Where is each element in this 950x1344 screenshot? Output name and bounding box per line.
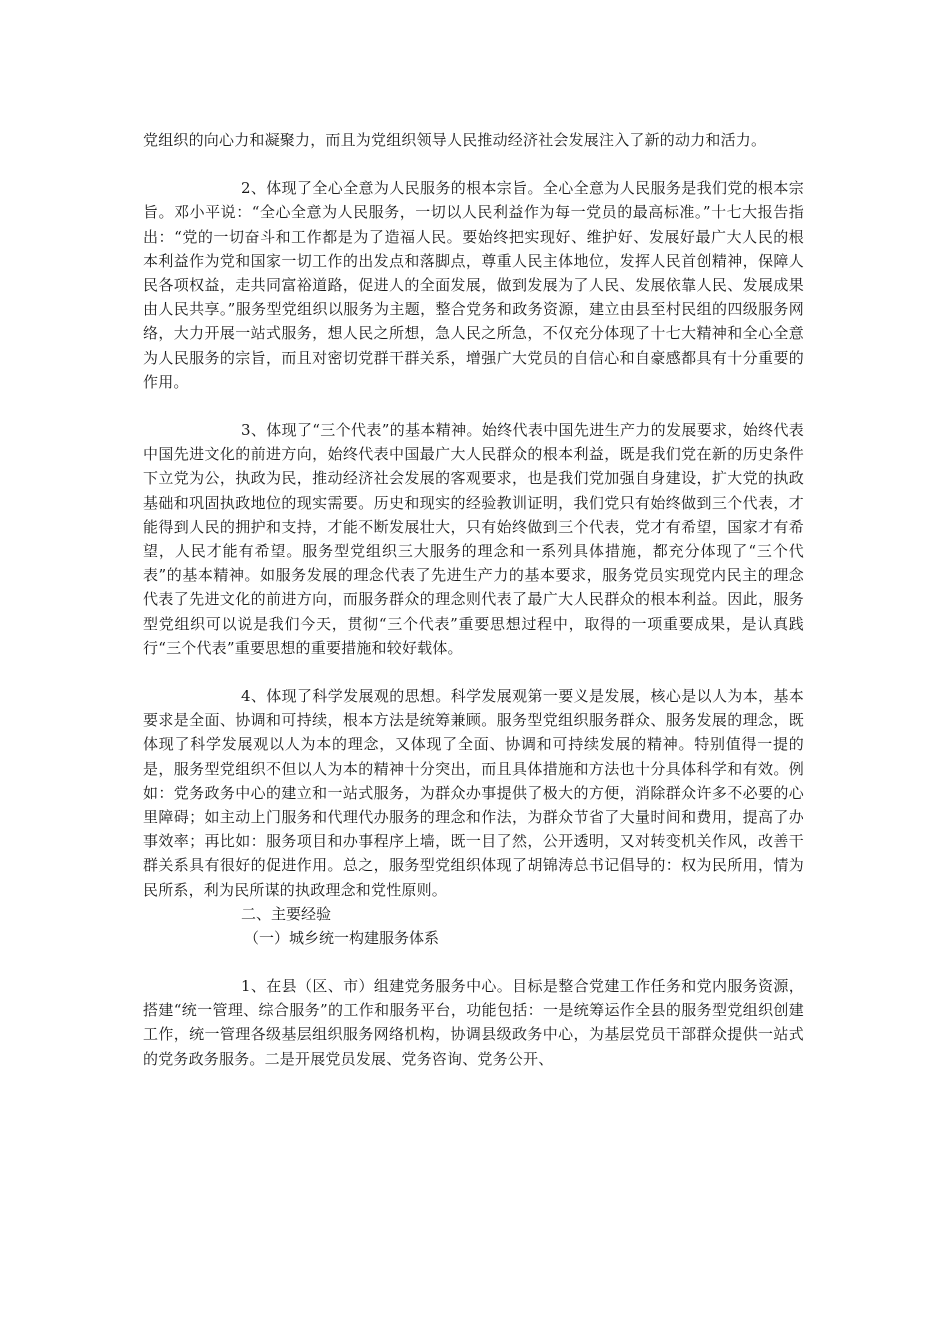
paragraph-three-represents: 3、体现了“三个代表”的基本精神。始终代表中国先进生产力的发展要求，始终代表中国先进文化的前进方向，始终代表中国最广大人民群众的根本利益，既是我们党在新的历史条件下立党为公，执政为民，推动经济社会发展的客观要求，也是我们党加强自身建设，扩大党的执政基础和巩固执政地位的现实需要。历史和现实的经验教训证明，我们党只有始终做到三个代表，才能得到人民的拥护和支持，才能不断发展壮大，只有始终做到三个代表，党才有希望，国家才有希望，人民才能有希望。服务型党组织三大服务的理念和一系列具体措施，都充分体现了“三个代表”的基本精神。如服务发展的理念代表了先进生产力的基本要求，服务党员实现党内民主的理念代表了先进文化的前进方向，而服务群众的理念则代表了最广大人民群众的根本利益。因此，服务型党组织可以说是我们今天，贯彻“三个代表”重要思想过程中，取得的一项重要成果，是认真践行“三个代表”重要思想的重要措施和较好载体。 — [143, 421, 804, 657]
paragraph-county-service-center: 1、在县（区、市）组建党务服务中心。目标是整合党建工作任务和党内服务资源，搭建“统一管理、综合服务”的工作和服务平台，功能包括：一是统筹运作全县的服务型党组织创建工作，统一管理各级基层组织服务网络机构，协调县级政务中心，为基层党员干部群众提供一站式的党务政务服务。二是开展党员发展、党务咨询、党务公开、 — [143, 976, 804, 1068]
section-heading-main-experience: 二、主要经验 — [241, 904, 332, 923]
subsection-heading-service-system: （一）城乡统一构建服务体系 — [244, 928, 440, 947]
paragraph-fundamental-purpose: 2、体现了全心全意为人民服务的根本宗旨。全心全意为人民服务是我们党的根本宗旨。邓小平说：“全心全意为人民服务，一切以人民利益作为每一党员的最高标准。”十七大报告指出：“党的一切奋斗和工作都是为了造福人民。要始终把实现好、维护好、发展好最广大人民的根本利益作为党和国家一切工作的出发点和落脚点，尊重人民主体地位，发挥人民首创精神，保障人民各项权益，走共同富裕道路，促进人的全面发展，做到发展为了人民、发展依靠人民、发展成果由人民共享。”服务型党组织以服务为主题，整合党务和政务资源，建立由县至村民组的四级服务网络，大力开展一站式服务，想人民之所想，急人民之所急，不仅充分体现了十七大精神和全心全意为人民服务的宗旨，而且对密切党群干群关系，增强广大党员的自信心和自豪感都具有十分重要的作用。 — [143, 179, 804, 391]
paragraph-continuation: 党组织的向心力和凝聚力，而且为党组织领导人民推动经济社会发展注入了新的动力和活力。 — [143, 131, 767, 149]
paragraph-scientific-development: 4、体现了科学发展观的思想。科学发展观第一要义是发展，核心是以人为本，基本要求是全面、协调和可持续，根本方法是统筹兼顾。服务型党组织服务群众、服务发展的理念，既体现了科学发展观以人为本的理念，又体现了全面、协调和可持续发展的精神。特别值得一提的是，服务型党组织不但以人为本的精神十分突出，而且具体措施和方法也十分具体科学和有效。例如：党务政务中心的建立和一站式服务，为群众办事提供了极大的方便，消除群众许多不必要的心里障碍；如主动上门服务和代理代办服务的理念和作法，为群众节省了大量时间和费用，提高了办事效率；再比如：服务项目和办事程序上墙，既一目了然，公开透明，又对转变机关作风，改善干群关系具有很好的促进作用。总之，服务型党组织体现了胡锦涛总书记倡导的：权为民所用，情为民所系，利为民所谋的执政理念和党性原则。 — [143, 687, 804, 899]
document-body — [143, 128, 804, 1071]
